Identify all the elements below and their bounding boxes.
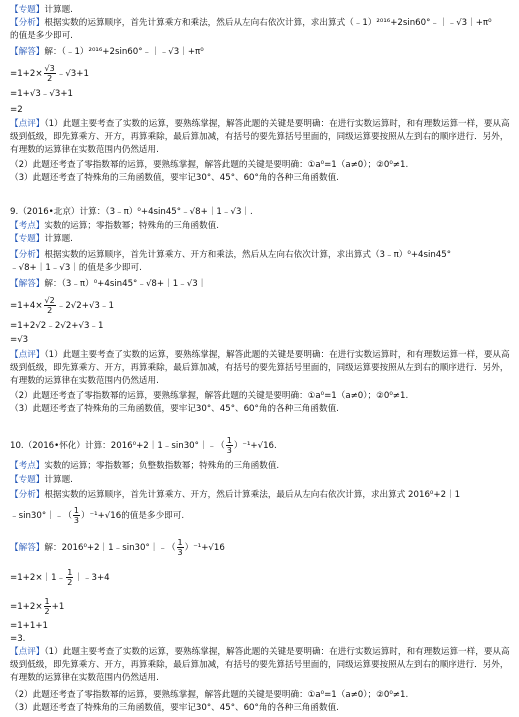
q9-dianping: 【点评】（1）此题主要考查了实数的运算，要熟练掌握，解答此题的关键是要明确：在进行实数运算时，和有理数运算一样，要从高级到低级，即先算乘方、开方，再算乘除，最后算加减，有括号的要先算括号里面的，同级运算要按照从左到右的顺序进行．另外，有理数的运算律在实数范围内仍然适用. — [10, 350, 510, 386]
q10-kaodian: 【考点】实数的运算；零指数幂；负整数指数幂；特殊角的三角函数值. — [10, 461, 280, 471]
b1-dianping: 【点评】（1）此题主要考查了实数的运算，要熟练掌握，解答此题的关键是要明确：在进行实数运算时，和有理数运算一样，要从高级到低级，即先算乘方、开方，再算乘除，最后算加减，有括号的要先算括号里面的，同级运算要按照从左到右的顺序进行．另外，有理数的运算律在实数范围内仍然适用. — [10, 119, 510, 155]
q9-note3: （3）此题还考查了特殊角的三角函数值，要牢记30°、45°、60°角的各种三角函数值. — [10, 404, 339, 414]
q10-step1: =1+2×｜1﹣ $\frac{1}{2}$ ｜﹣3+4 — [10, 568, 110, 587]
b1-fenxi: 【分析】根据实数的运算顺序，首先计算乘方和乘法，然后从左向右依次计算，求出算式（﹣1）²⁰¹⁶+2sin60°﹣｜﹣√3｜+π⁰ — [10, 18, 492, 28]
b1-step1: =1+2× $\frac{√3}{2}$ ﹣√3+1 — [10, 64, 89, 83]
q10-dianping: 【点评】（1）此题主要考查了实数的运算，要熟练掌握，解答此题的关键是要明确：在进行实数运算时，和有理数运算一样，要从高级到低级，即先算乘方、开方，再算乘除，最后算加减，有括号的要先算括号里面的，同级运算要按照从左到右的顺序进行．另外，有理数的运算律在实数范围内仍然适用. — [10, 647, 510, 683]
q9-jieda: 【解答】解：（3﹣π）⁰+4sin45°﹣√8+｜1﹣√3｜ — [10, 279, 207, 289]
b1-note2: （2）此题还考查了零指数幂的运算，要熟练掌握，解答此题的关键是要明确：①a⁰=1（a≠0）；②0⁰≠1. — [10, 160, 409, 170]
fraction: $\frac{√2}{2}$ — [44, 296, 55, 315]
q9-step2: =1+2√2﹣2√2+√3﹣1 — [10, 321, 104, 331]
q9-zhuanti: 【专题】计算题. — [10, 234, 73, 244]
b1-step3: =2 — [10, 105, 23, 115]
q10-note3: （3）此题还考查了特殊角的三角函数值，要牢记30°、45°、60°角的各种三角函数值. — [10, 703, 339, 713]
q9-fenxi: 【分析】根据实数的运算顺序，首先计算乘方、开方和乘法，然后从左向右依次计算，求出算式（3﹣π）⁰+4sin45° — [10, 250, 452, 260]
b1-zhuanti: 【专题】计算题. — [10, 5, 73, 15]
q9-step3: =√3 — [10, 335, 29, 345]
q9-note2: （2）此题还考查了零指数幂的运算，要熟练掌握，解答此题的关键是要明确：①a⁰=1（a≠0）；②0⁰≠1. — [10, 391, 409, 401]
q10-jieda: 【解答】解：2016⁰+2｜1﹣sin30°｜﹣（ $\frac{1}{3}$ ）⁻¹+√16 — [10, 538, 225, 557]
q9-kaodian: 【考点】实数的运算；零指数幂；特殊角的三角函数值. — [10, 221, 219, 231]
fraction: $\frac{1}{3}$ — [226, 436, 232, 455]
q10-step4: =3. — [10, 634, 26, 644]
b1-step2: =1+√3﹣√3+1 — [10, 89, 74, 99]
q10-step2: =1+2× $\frac{1}{2}$ +1 — [10, 597, 65, 616]
q9-title: 9.（2016•北京）计算：（3﹣π）⁰+4sin45°﹣√8+｜1﹣√3｜. — [10, 207, 253, 217]
fraction: $\frac{√3}{2}$ — [44, 64, 55, 83]
q10-step3: =1+1+1 — [10, 621, 49, 631]
q10-fenxi-cont: ﹣sin30°｜﹣（ $\frac{1}{3}$ ）⁻¹+√16的值是多少即可. — [10, 506, 185, 525]
q9-step1: =1+4× $\frac{√2}{2}$ ﹣2√2+√3﹣1 — [10, 296, 114, 315]
b1-jieda: 【解答】解：（﹣1）²⁰¹⁶+2sin60°﹣｜﹣√3｜+π⁰ — [10, 47, 204, 57]
fraction: $\frac{1}{3}$ — [177, 538, 183, 557]
fraction: $\frac{1}{2}$ — [44, 597, 50, 616]
q9-fenxi-cont: ﹣√8+｜1﹣√3｜的值是多少即可. — [10, 263, 142, 273]
q10-zhuanti: 【专题】计算题. — [10, 475, 73, 485]
fraction: $\frac{1}{2}$ — [67, 568, 73, 587]
q10-fenxi: 【分析】根据实数的运算顺序，首先计算乘方、开方，然后计算乘法，最后从左向右依次计算，求出算式 2016⁰+2｜1 — [10, 490, 461, 500]
q10-title: 10.（2016•怀化）计算：2016⁰+2｜1﹣sin30°｜﹣（ $\frac{1}{3}$ ）⁻¹+√16. — [10, 436, 277, 455]
b1-note3: （3）此题还考查了特殊角的三角函数值，要牢记30°、45°、60°角的各种三角函数值. — [10, 173, 339, 183]
fraction: $\frac{1}{3}$ — [73, 506, 80, 525]
b1-fenxi-cont: 的值是多少即可. — [10, 31, 73, 41]
q10-note2: （2）此题还考查了零指数幂的运算，要熟练掌握，解答此题的关键是要明确：①a⁰=1（a≠0）；②0⁰≠1. — [10, 690, 409, 700]
